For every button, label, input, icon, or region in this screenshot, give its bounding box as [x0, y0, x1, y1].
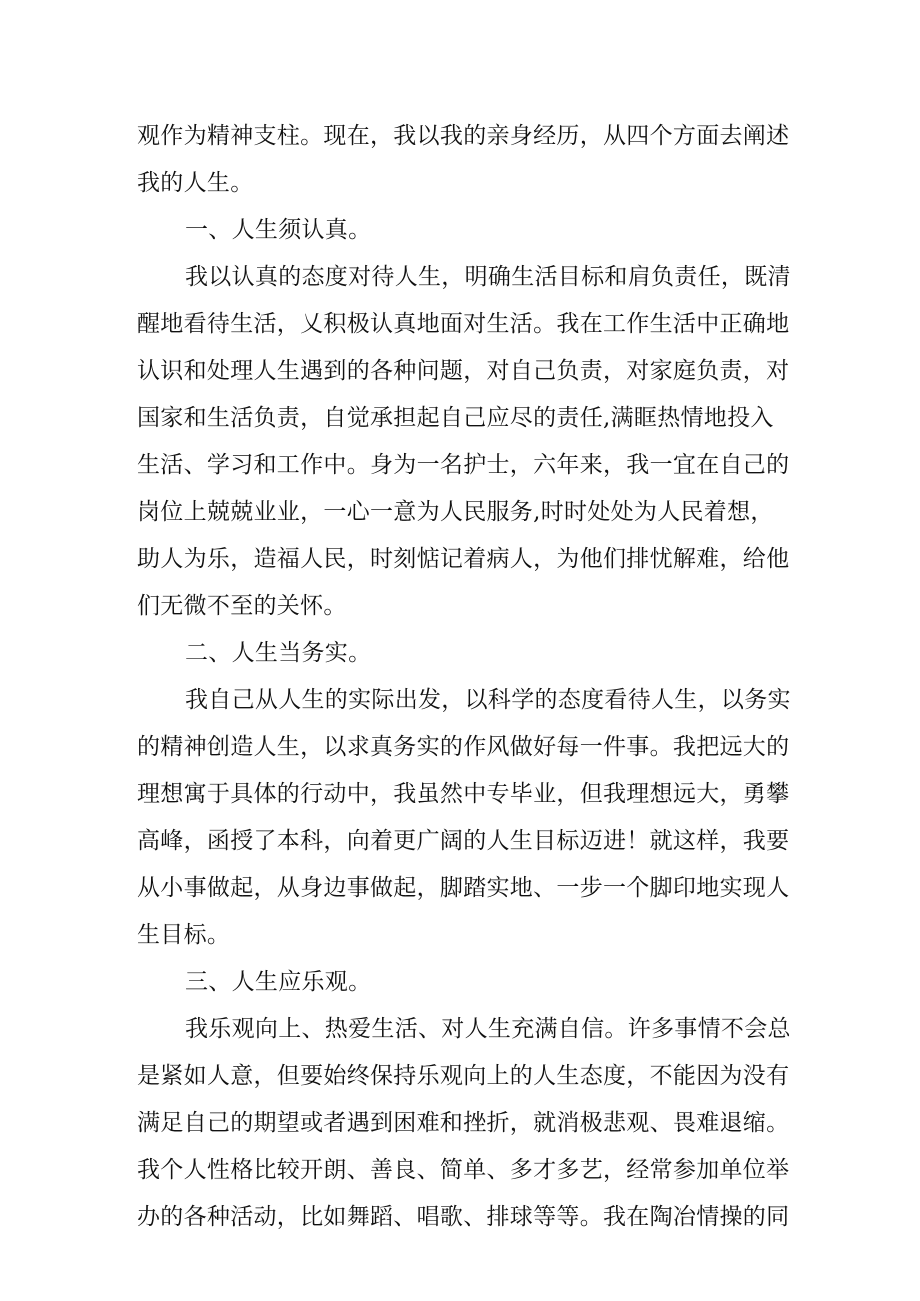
- text-line: 办的各种活动，比如舞蹈、唱歌、排球等等。我在陶冶情操的同: [137, 1204, 790, 1230]
- text-line: 是紧如人意，但要始终保持乐观向上的人生态度，不能因为没有: [137, 1063, 790, 1089]
- section-heading: 三、人生应乐观。: [185, 969, 372, 995]
- text-line: 从小事做起，从身边事做起，脚踏实地、一步一个脚印地实现人: [137, 875, 790, 901]
- text-line: 生活、学习和工作中。身为一名护士，六年来，我一宜在自己的: [137, 452, 790, 478]
- text-line: 岗位上兢兢业业，一心一意为人民服务,时时处处为人民着想，: [137, 499, 774, 525]
- text-line: 理想寓于具体的行动中，我虽然中专毕业，但我理想远大，勇攀: [137, 781, 790, 807]
- text-line: 生目标。: [137, 922, 231, 948]
- text-line: 醒地看待生活，乂积极认真地面对生活。我在工作生活中正确地: [137, 311, 790, 337]
- section-heading: 二、人生当务实。: [185, 640, 372, 666]
- paragraph-start-line: 我以认真的态度对待人生，明确生活目标和肩负责任，既清: [185, 264, 791, 290]
- text-line: 高峰，函授了本科，向着更广阔的人生目标迈进！就这样，我要: [137, 828, 790, 854]
- text-line: 们无微不至的关怀。: [137, 593, 347, 619]
- paragraph-start-line: 我自己从人生的实际出发，以科学的态度看待人生，以务实: [185, 687, 791, 713]
- text-line: 观作为精神支柱。现在，我以我的亲身经历，从四个方面去阐述: [137, 123, 790, 149]
- paragraph-start-line: 我乐观向上、热爱生活、对人生充满自信。许多事情不会总: [185, 1016, 791, 1042]
- body-text: [137, 113, 791, 1241]
- text-line: 我个人性格比较开朗、善良、简单、多才多艺，经常参加单位举: [137, 1157, 790, 1183]
- text-line: 我的人生。: [137, 170, 254, 196]
- text-line: 的精神创造人生，以求真务实的作风做好每一件事。我把远大的: [137, 734, 790, 760]
- text-line: 国家和生活负责，自觉承担起自己应尽的责任,满眶热情地投入: [137, 405, 774, 431]
- text-line: 认识和处理人生遇到的各种问题，对自己负责，对家庭负责，对: [137, 358, 790, 384]
- section-heading: 一、人生须认真。: [185, 217, 372, 243]
- text-line: 满足自己的期望或者遇到困难和挫折，就消极悲观、畏难退缩。: [137, 1110, 790, 1136]
- text-line: 助人为乐，造福人民，时刻惦记着病人，为他们排忧解难，给他: [137, 546, 790, 572]
